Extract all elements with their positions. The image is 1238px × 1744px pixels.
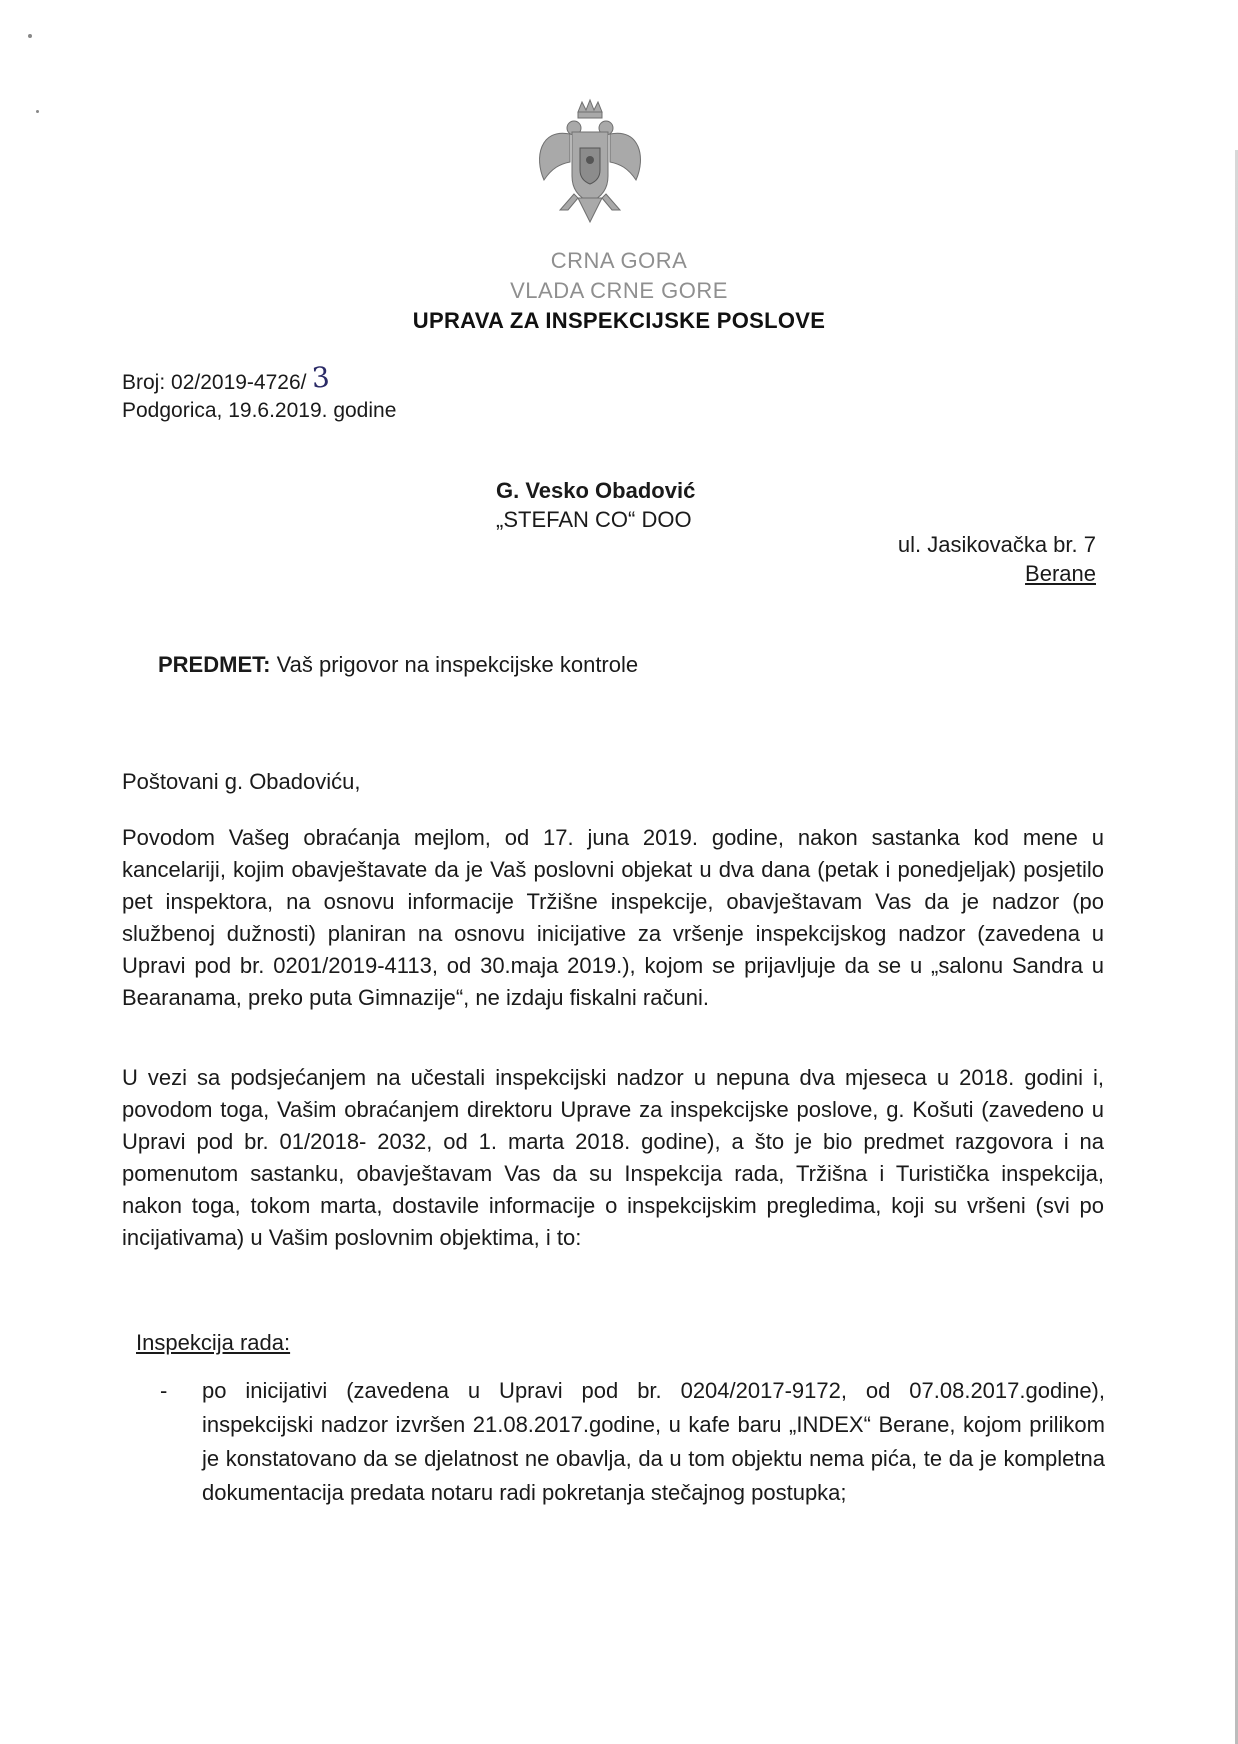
coat-of-arms-icon — [530, 98, 650, 230]
subject-line — [158, 652, 638, 678]
recipient-address — [898, 530, 1096, 588]
address-city: Berane — [1025, 561, 1096, 586]
paragraph-1: Povodom Vašeg obraćanja mejlom, od 17. juna 2019. godine, nakon sastanka kod mene u kancelariji, kojim obavještavate da je Vaš poslovni objekat u dva dana (petak i ponedjeljak) posjetilo pet inspektora, na osnovu informacije Tržišne inspekcije, obavještavam Vas da je nadzor (po službenoj dužnosti) planiran na osnovu inicijative za vršenje inspekcijskog nadzor (zavedena u Upravi pod br. 0201/2019-4113, od 30.maja 2019.), kojom se prijavljuje da se u „salonu Sandra u Bearanama, preko puta Gimnazije“, ne izdaju fiskalni računi. — [122, 825, 1104, 1010]
greeting: Poštovani g. Obadoviću, — [122, 769, 361, 794]
recipient-block — [496, 476, 695, 534]
subject-text: Vaš prigovor na inspekcijske kontrole — [270, 652, 639, 677]
country-name: CRNA GORA — [550, 248, 688, 273]
section-heading: Inspekcija rada: — [136, 1330, 291, 1355]
paragraph-2: U vezi sa podsjećanjem na učestali inspekcijski nadzor u nepuna dva mjeseca u 2018. godini i, povodom toga, Vašim obraćanjem direktoru Uprave za inspekcijske poslove, g. Košuti (zavedeno u Upravi pod br. 01/2018- 2032, od 1. marta 2018. godine), a što je bio predmet razgovora i na pomenutom sastanku, obavještavam Vas da su Inspekcija rada, Tržišna i Turistička inspekcija, nakon toga, tokom marta, dostavile informacije o inspekcijskim pregledima, koji su vršeni (svi po incijativama) u Vašim poslovnim objektima, i to: — [122, 1065, 1104, 1250]
reference-number-line — [122, 360, 396, 397]
letterhead — [0, 246, 1238, 336]
subject-label: PREDMET: — [158, 652, 271, 677]
list-bullet: - — [160, 1378, 168, 1403]
address-street: ul. Jasikovačka br. 7 — [897, 532, 1096, 557]
recipient-company: „STEFAN CO“ DOO — [496, 507, 692, 532]
government-name: VLADA CRNE GORE — [510, 278, 728, 303]
handwritten-number: 3 — [311, 360, 332, 395]
list-item-text: po inicijativi (zavedena u Upravi pod br. 0204/2017-9172, od 07.08.2017.godine), inspekcijski nadzor izvršen 21.08.2017.godine, u kafe baru „INDEX“ Berane, kojom prilikom je konstatovano da se djelatnost ne obavlja, da u tom objektu nema pića, te da je kompletna dokumentacija predata notaru radi pokretanja stečajnog postupka; — [202, 1378, 1105, 1505]
document-meta — [122, 360, 397, 425]
reference-number: Broj: 02/2019-4726/ — [122, 371, 307, 394]
scan-speck — [28, 34, 32, 38]
place-date: Podgorica, 19.6.2019. godine — [122, 399, 397, 422]
scan-speck — [36, 110, 39, 113]
authority-name: UPRAVA ZA INSPEKCIJSKE POSLOVE — [412, 308, 826, 333]
recipient-name: G. Vesko Obadović — [496, 478, 696, 503]
